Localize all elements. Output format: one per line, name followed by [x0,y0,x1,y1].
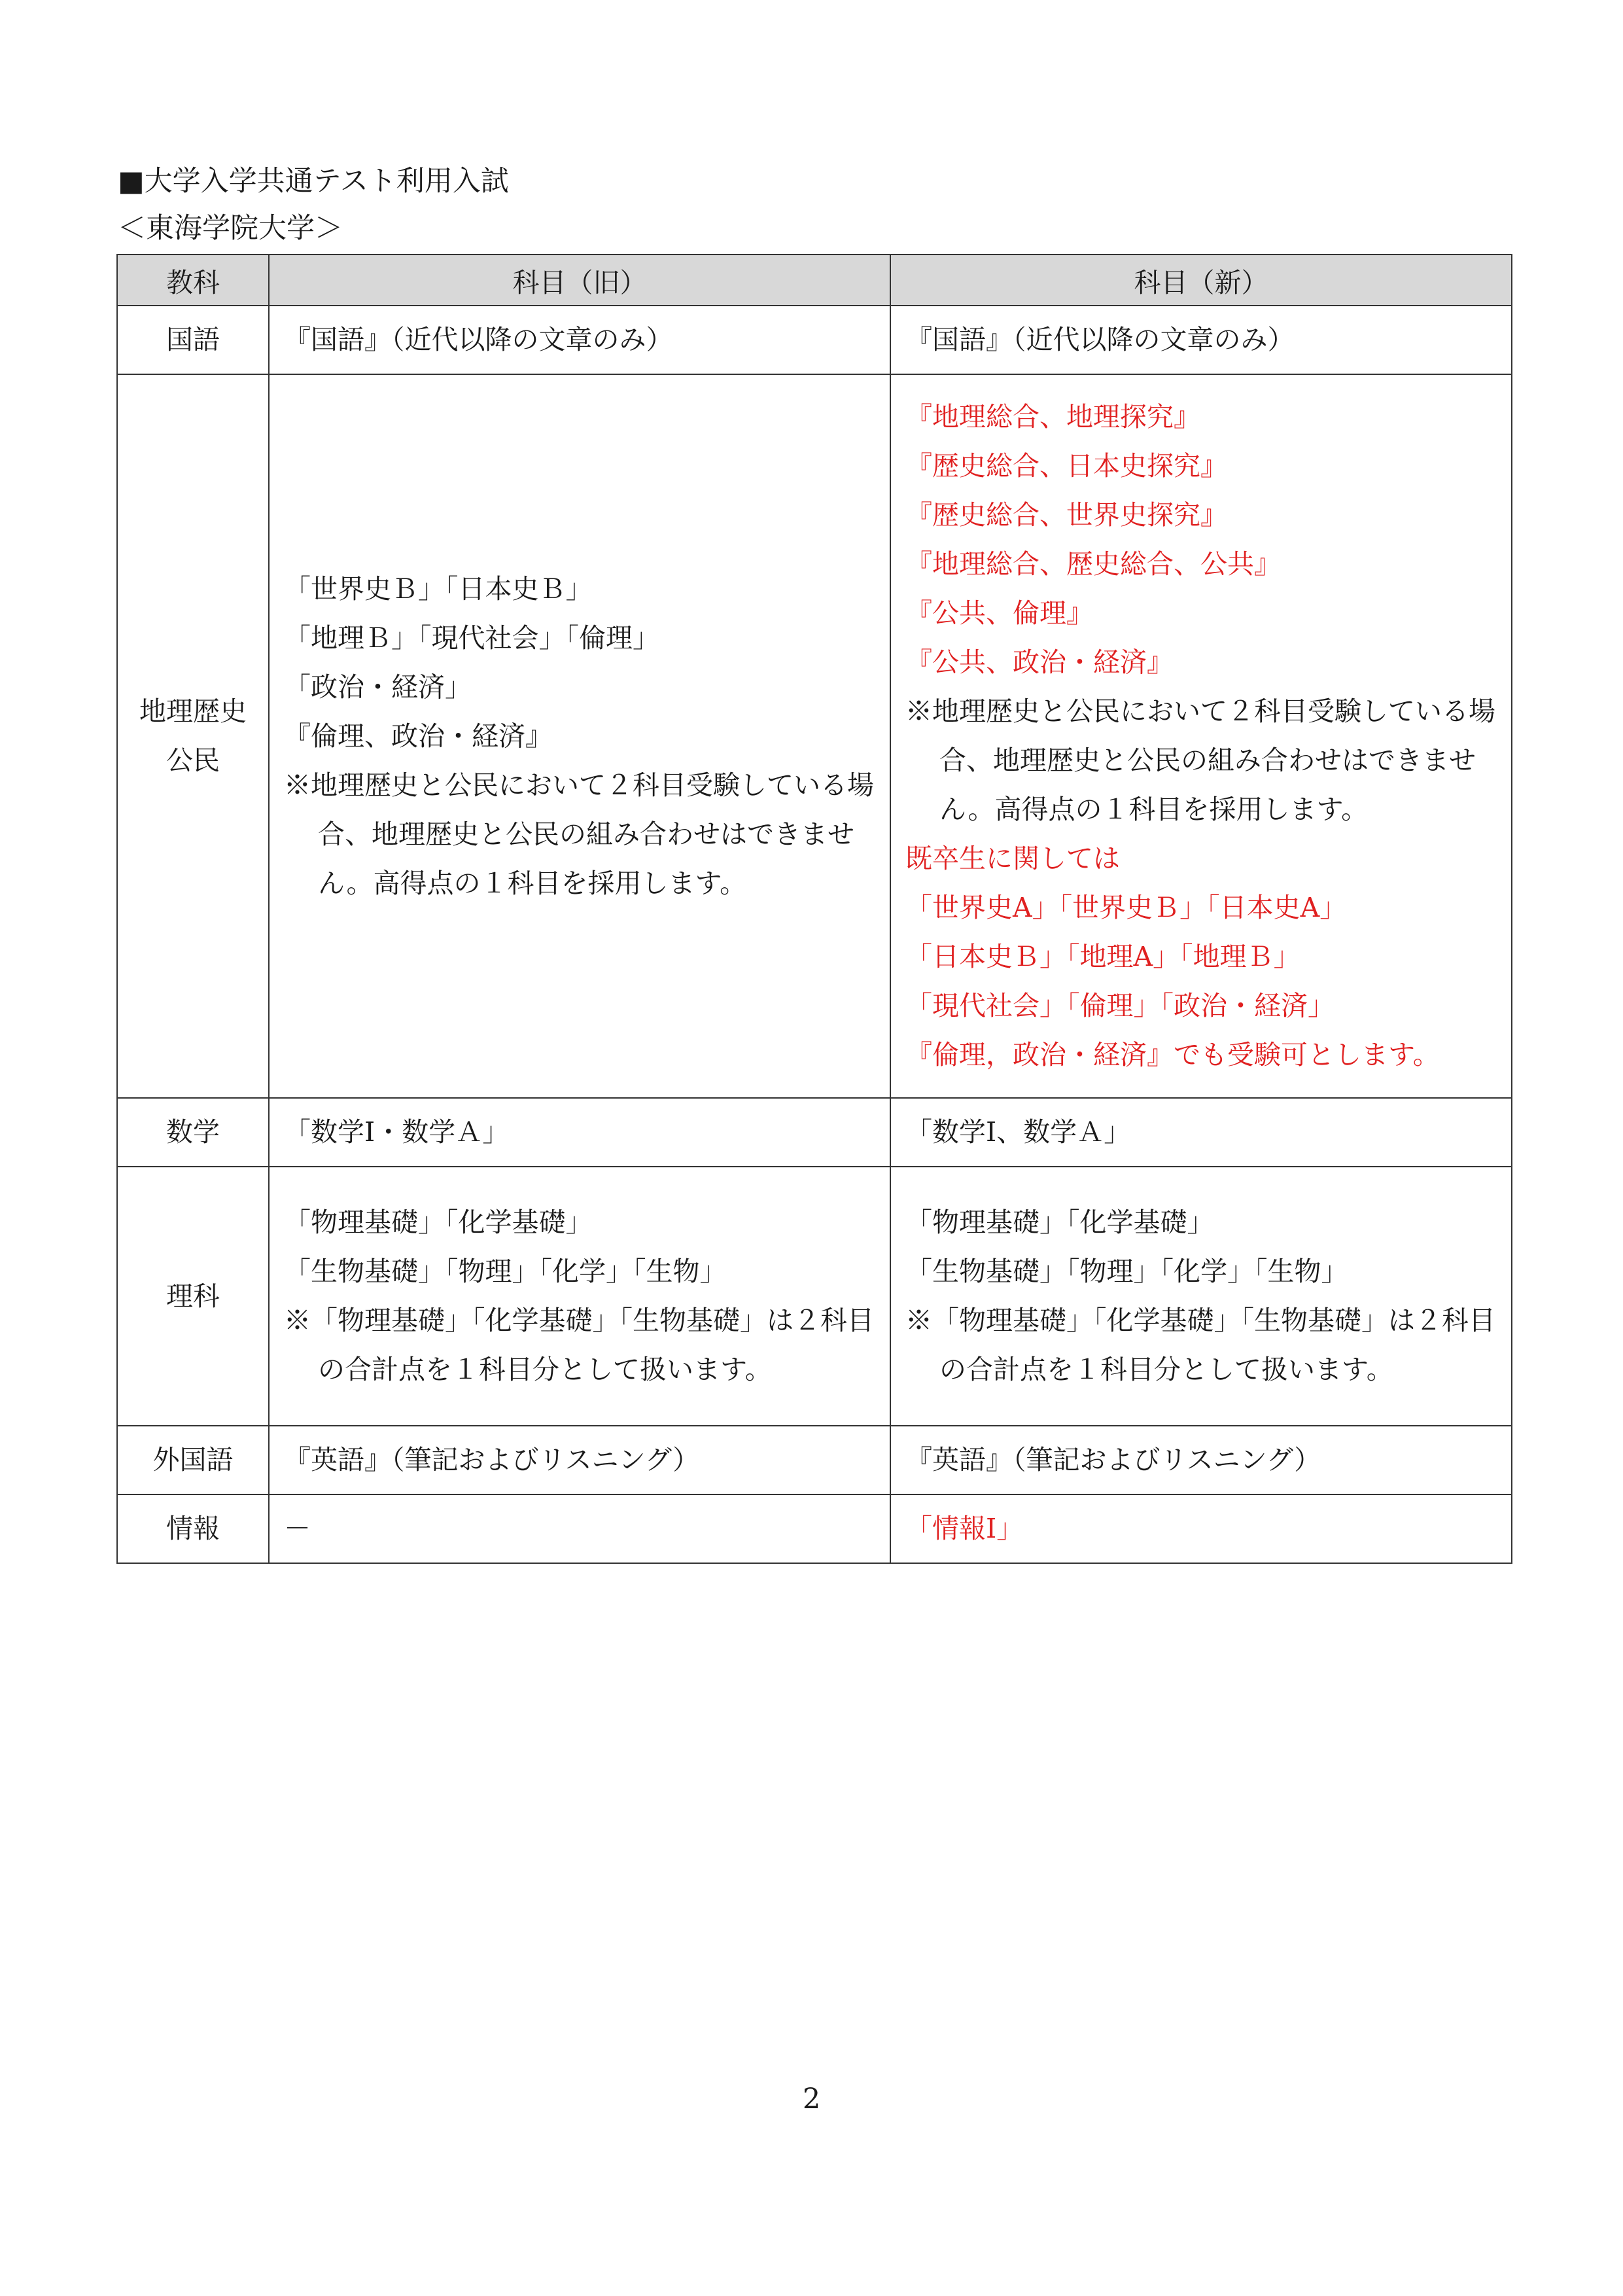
subject-area-cell [117,1167,269,1426]
subject-area-label: 外国語 [152,1444,234,1475]
subject-area-cell [117,1426,269,1494]
subject-entry: 既卒生に関しては [905,843,1120,874]
subject-entry: 「政治・経済」 [284,671,472,703]
table-row [117,1167,1512,1426]
subject-entry: 『公共、倫理』 [905,597,1093,629]
subject-area-cell [117,1098,269,1167]
subject-note: ※「物理基礎」「化学基礎」「生物基礎」は２科目の合計点を１科目分として扱います。 [905,1305,1495,1385]
old-subjects-cell [269,1426,890,1494]
subject-entry: 『歴史総合、世界史探究』 [905,499,1227,531]
subject-entry: 「現代社会」「倫理」「政治・経済」 [905,990,1335,1021]
old-subjects-cell [269,1494,890,1563]
subject-entry: 『地理総合、地理探究』 [905,401,1200,433]
new-subjects-cell [890,1098,1512,1167]
subject-entry: 「数学Ⅰ、数学Ａ」 [905,1116,1131,1148]
page-number: 2 [802,2083,821,2115]
subject-area-cell [117,374,269,1098]
old-subjects-cell [269,306,890,374]
subject-entry: 「地理Ｂ」「現代社会」「倫理」 [284,622,659,654]
subjects-table [116,254,1512,1564]
university-name: ＜東海学院大学＞ [118,212,343,245]
subject-entry: 『公共、政治・経済』 [905,646,1174,678]
table-row [117,1098,1512,1167]
subject-note: ※地理歴史と公民において２科目受験している場合、地理歴史と公民の組み合わせはできません。高得点の１科目を採用します。 [284,769,874,899]
subject-entry: 「生物基礎」「物理」「化学」「生物」 [905,1256,1348,1287]
old-subjects-cell [269,1167,890,1426]
subject-entry: 『国語』（近代以降の文章のみ） [905,324,1295,355]
old-subjects-cell [269,1098,890,1167]
subject-entry: 「世界史Ｂ」「日本史Ｂ」 [284,573,593,605]
subject-entry: 「物理基礎」「化学基礎」 [284,1207,593,1238]
subject-note: ※「物理基礎」「化学基礎」「生物基礎」は２科目の合計点を１科目分として扱います。 [284,1305,874,1385]
subject-entry: 『英語』（筆記およびリスニング） [284,1444,700,1475]
subject-area-label: 地理歴史 [139,696,247,727]
table-row [117,1494,1512,1563]
page-heading: ■大学入学共通テスト利用入試 [118,165,509,198]
subject-note: ※地理歴史と公民において２科目受験している場合、地理歴史と公民の組み合わせはできません。高得点の１科目を採用します。 [905,696,1495,825]
header-subject-area: 教科 [117,255,269,306]
subject-entry: － [284,1513,311,1544]
subject-area-label: 理科 [166,1280,220,1312]
table-row [117,374,1512,1098]
subject-entry: 『歴史総合、日本史探究』 [905,450,1227,482]
subject-area-label: 公民 [166,745,220,776]
subject-entry: 『英語』（筆記およびリスニング） [905,1444,1321,1475]
table-row [117,306,1512,374]
subject-area-label: 数学 [166,1116,220,1148]
header-old-subjects: 科目（旧） [269,255,890,306]
new-subjects-cell [890,1494,1512,1563]
subject-entry: 「物理基礎」「化学基礎」 [905,1207,1214,1238]
new-subjects-cell [890,306,1512,374]
subject-area-cell [117,306,269,374]
subject-entry: 『地理総合、歴史総合、公共』 [905,548,1281,580]
subject-entry: 「数学Ⅰ・数学Ａ」 [284,1116,510,1148]
subject-area-cell [117,1494,269,1563]
new-subjects-cell [890,1426,1512,1494]
table-row [117,1426,1512,1494]
subject-area-label: 国語 [166,324,220,355]
header-new-subjects: 科目（新） [890,255,1512,306]
old-subjects-cell [269,374,890,1098]
subject-entry: 『倫理，政治・経済』でも受験可とします。 [905,1039,1440,1070]
subject-entry: 「情報Ⅰ」 [905,1513,1024,1544]
table-body [117,306,1512,1563]
subject-area-label: 情報 [166,1513,220,1544]
subject-entry: 『国語』（近代以降の文章のみ） [284,324,673,355]
subject-entry: 「日本史Ｂ」「地理A」「地理Ｂ」 [905,941,1300,972]
subject-entry: 「生物基礎」「物理」「化学」「生物」 [284,1256,727,1287]
new-subjects-cell [890,1167,1512,1426]
new-subjects-cell [890,374,1512,1098]
subject-entry: 『倫理、政治・経済』 [284,720,552,752]
table-header-row [117,255,1512,306]
subject-entry: 「世界史A」「世界史Ｂ」「日本史A」 [905,892,1347,923]
